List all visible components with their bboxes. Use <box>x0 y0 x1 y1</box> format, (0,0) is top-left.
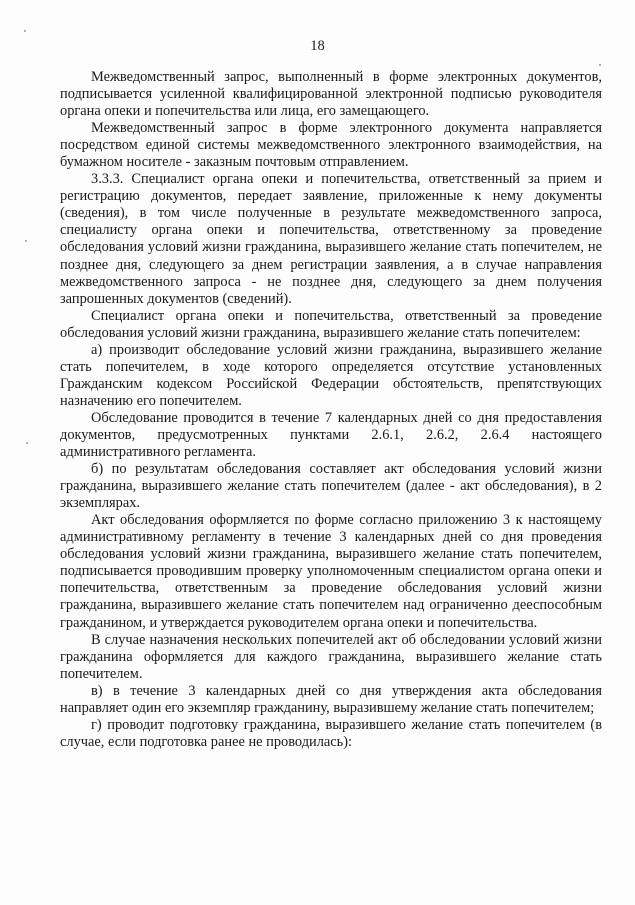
page-number: 18 <box>310 38 325 54</box>
paragraph-item-g: г) проводит подготовку гражданина, выразившего желание стать попечителем (в случае, если подготовка ранее не проводилась): <box>60 716 602 750</box>
paragraph-item-b: б) по результатам обследования составляет акт обследования условий жизни гражданина, выразившего желание стать попечителем (далее - акт обследования), в 2 экземплярах. <box>60 461 602 512</box>
paragraph-multiple-guardians: В случае назначения нескольких попечителей акт об обследовании условий жизни гражданина оформляется для каждого гражданина, выразившего желание стать попечителем. <box>60 631 602 682</box>
scan-speck <box>599 64 601 66</box>
paragraph-inspection-act: Акт обследования оформляется по форме согласно приложению 3 к настоящему административному регламенту в течение 3 календарных дней со дня проведения обследования условий жизни гражданина, выразившего желание стать попечителем, подписывается проводившим проверку уполномоченным специалистом органа опеки и попечительства, ответственным за проведение обследования условий жизни гражданина, выразившего желание стать попечителем над ограниченно дееспособным гражданином, и утверждается руководителем органа опеки и попечительства. <box>60 512 602 631</box>
scan-speck <box>26 442 28 444</box>
paragraph-item-a: а) производит обследование условий жизни гражданина, выразившего желание стать попечителем, в ходе которого определяется отсутствие установленных Гражданским кодексом Российской Федерации обстоятельств, препятствующих назначению его попечителем. <box>60 341 602 409</box>
paragraph-inspection-specialist: Специалист органа опеки и попечительства, ответственный за проведение обследования условий жизни гражданина, выразившего желание стать попечителем: <box>60 307 602 341</box>
paragraph-request-delivery: Межведомственный запрос в форме электронного документа направляется посредством единой системы межведомственного электронного взаимодействия, на бумажном носителе - заказным почтовым отправлением. <box>60 120 602 171</box>
paragraph-3-3-3: 3.3.3. Специалист органа опеки и попечительства, ответственный за прием и регистрацию документов, передает заявление, приложенные к нему документы (сведения), в том числе полученные в результате межведомственного запроса, специалисту органа опеки и попечительства, ответственному за проведение обследования условий жизни гражданина, выразившего желание стать попечителем, не позднее дня, следующего за днем регистрации заявления, а в случае направления межведомственного запроса - не позднее дня, следующего за днем получения запрошенных документов (сведений). <box>60 171 602 307</box>
paragraph-item-v: в) в течение 3 календарных дней со дня утверждения акта обследования направляет один его экземпляр гражданину, выразившему желание стать попечителем; <box>60 682 602 716</box>
scan-speck <box>24 30 26 32</box>
scan-speck <box>25 240 27 242</box>
paragraph-inspection-term: Обследование проводится в течение 7 календарных дней со дня предоставления документов, предусмотренных пунктами 2.6.1, 2.6.2, 2.6.4 настоящего административного регламента. <box>60 409 602 461</box>
paragraph-request-signature: Межведомственный запрос, выполненный в форме электронных документов, подписывается усиленной квалифицированной электронной подписью руководителя органа опеки и попечительства или лица, его замещающего. <box>60 69 602 120</box>
document-body <box>60 69 602 751</box>
